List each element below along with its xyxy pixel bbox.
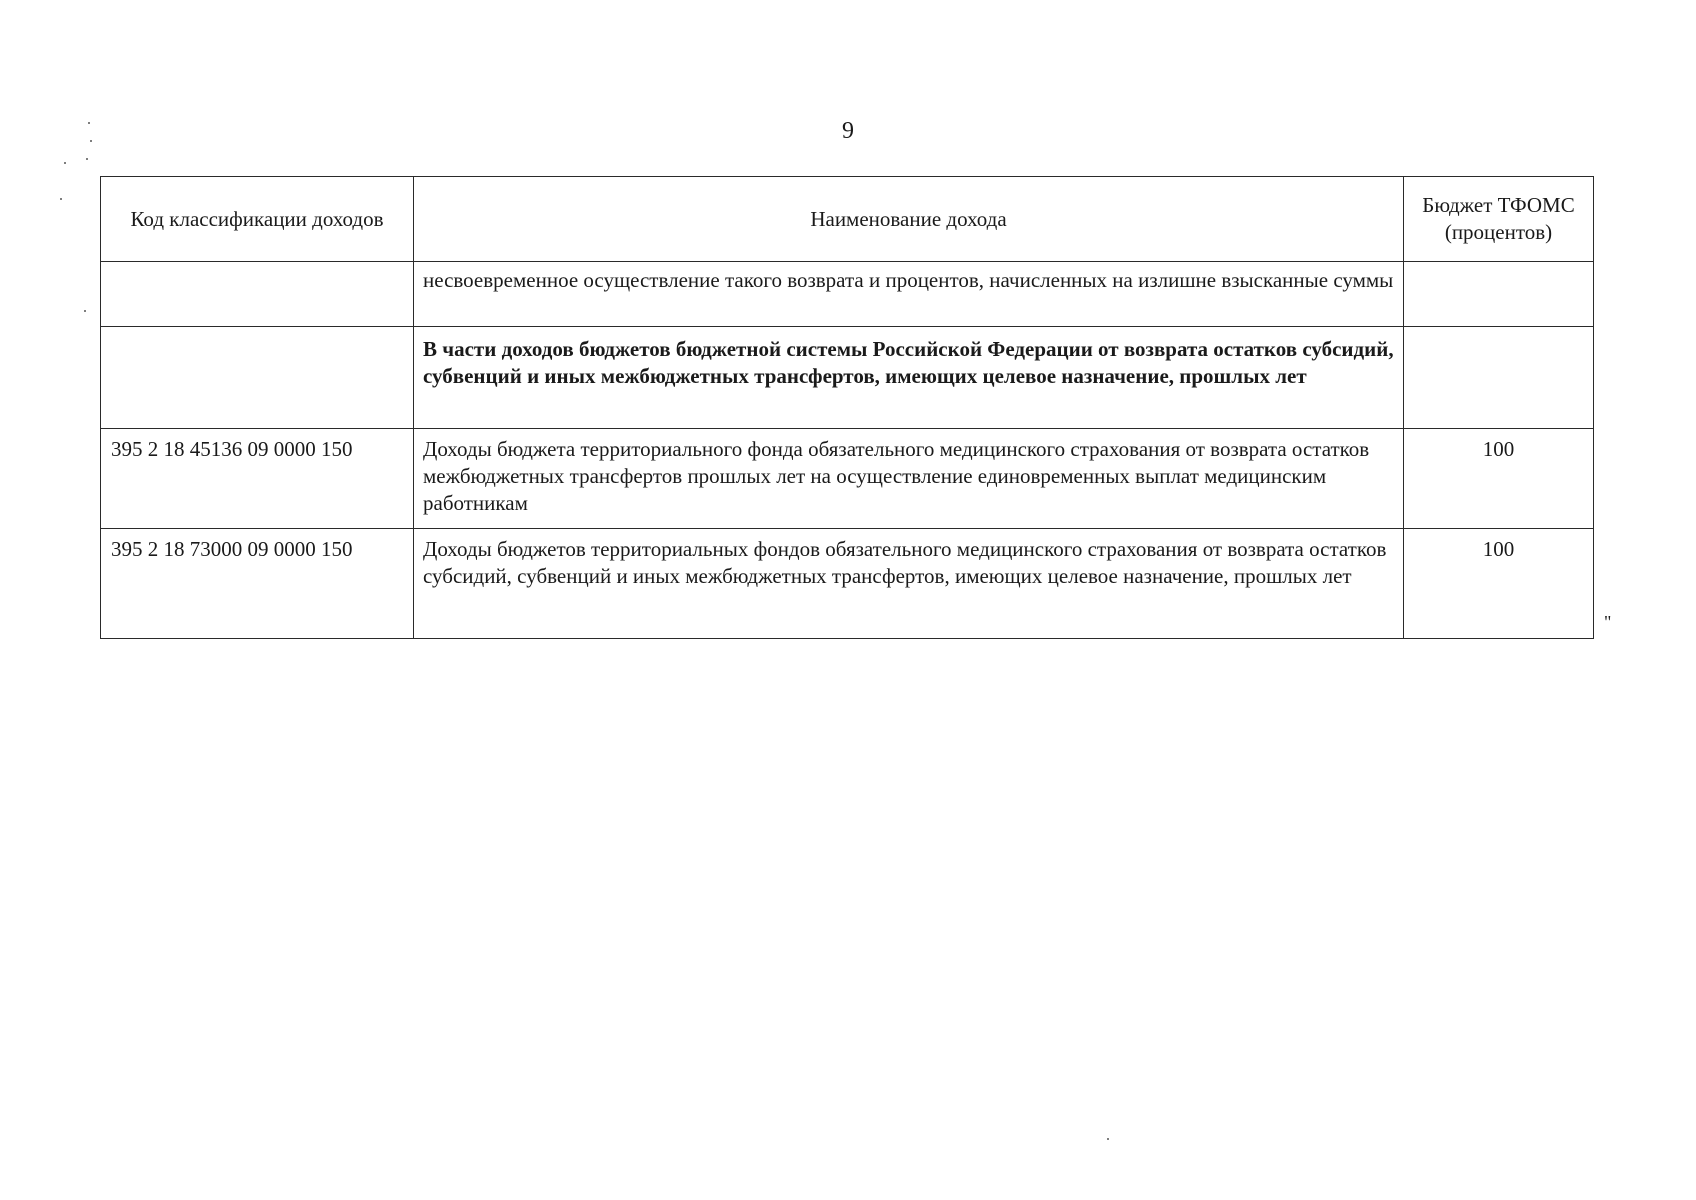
scan-speck	[60, 198, 62, 200]
section-heading-row	[101, 327, 1594, 429]
name-cell: Доходы бюджета территориального фонда обязательного медицинского страхования от возврата остатков межбюджетных трансфертов прошлых лет на осуществление единовременных выплат медицинским работникам	[414, 429, 1404, 529]
closing-quote-mark: "	[1604, 612, 1612, 632]
scan-speck	[86, 158, 88, 160]
section-heading: В части доходов бюджетов бюджетной системы Российской Федерации от возврата остатков субсидий, субвенций и иных межбюджетных трансфертов, имеющих целевое назначение, прошлых лет	[414, 327, 1404, 429]
page-number: 9	[842, 118, 854, 144]
income-classification-table	[100, 176, 1594, 639]
header-code: Код классификации доходов	[101, 177, 414, 262]
percent-cell	[1404, 262, 1594, 327]
code-cell	[101, 327, 414, 429]
header-budget: Бюджет ТФОМС (процентов)	[1404, 177, 1594, 262]
code-cell: 395 2 18 45136 09 0000 150	[101, 429, 414, 529]
scan-speck	[84, 310, 86, 312]
scan-speck	[64, 162, 66, 164]
table-row	[101, 262, 1594, 327]
table-header-row	[101, 177, 1594, 262]
name-cell: Доходы бюджетов территориальных фондов обязательного медицинского страхования от возврата остатков субсидий, субвенций и иных межбюджетных трансфертов, имеющих целевое назначение, прошлых лет	[414, 529, 1404, 639]
percent-cell: 100	[1404, 529, 1594, 639]
table-row	[101, 529, 1594, 639]
percent-cell: 100	[1404, 429, 1594, 529]
percent-cell	[1404, 327, 1594, 429]
name-cell: несвоевременное осуществление такого возврата и процентов, начисленных на излишне взысканные суммы	[414, 262, 1404, 327]
code-cell	[101, 262, 414, 327]
code-cell: 395 2 18 73000 09 0000 150	[101, 529, 414, 639]
header-name: Наименование дохода	[414, 177, 1404, 262]
scan-speck	[1107, 1138, 1109, 1140]
table-row	[101, 429, 1594, 529]
